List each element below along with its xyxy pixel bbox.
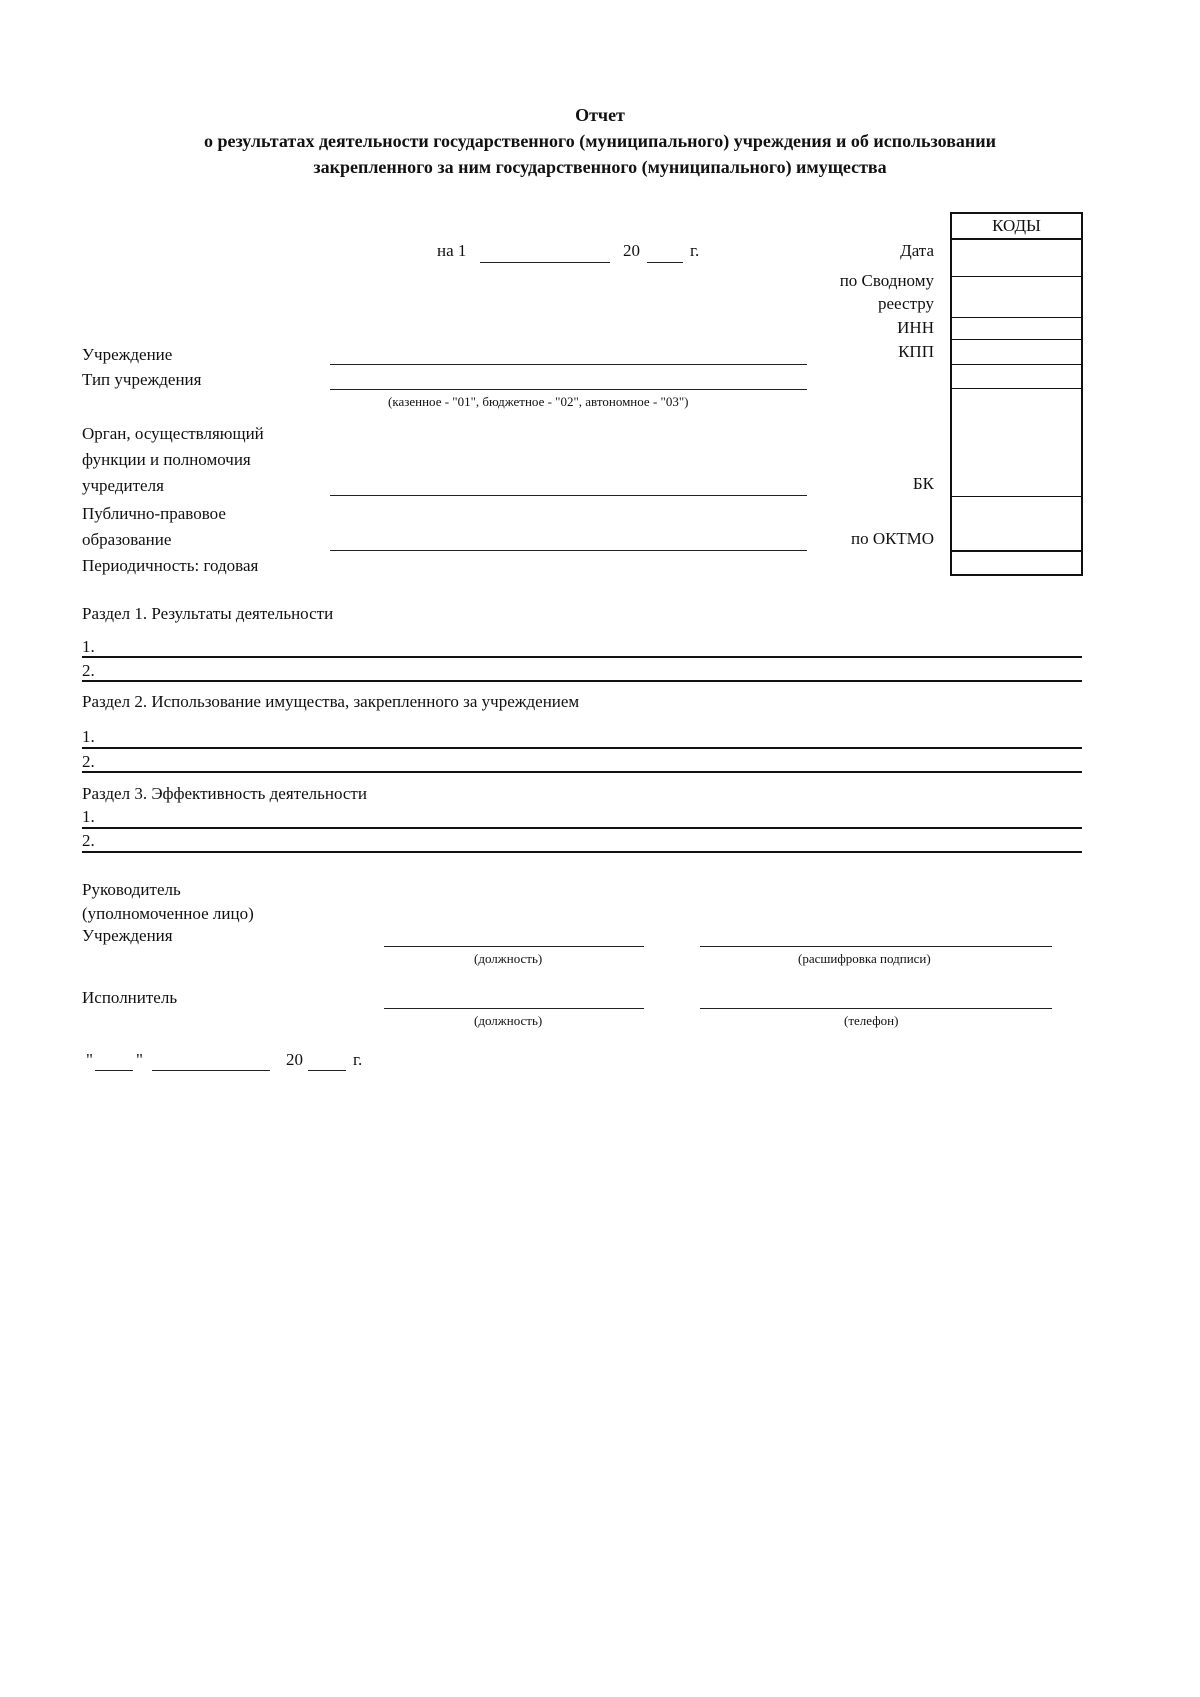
label-founder-3: учредителя (82, 476, 164, 495)
section-3-line-1[interactable] (82, 827, 1082, 829)
label-founder-2: функции и полномочия (82, 450, 251, 469)
code-cell-kpp[interactable] (952, 339, 1081, 361)
public-entity-field[interactable] (330, 550, 807, 551)
code-label-registry-2: реестру (878, 294, 934, 313)
date-prefix: на 1 (437, 241, 467, 260)
date-day-month-field[interactable] (480, 262, 610, 263)
label-institution: Учреждение (82, 345, 173, 364)
executor-phone-hint: (телефон) (844, 1013, 899, 1028)
executor-position-field[interactable] (384, 1008, 644, 1009)
date-year-field[interactable] (647, 262, 683, 263)
label-founder-1: Орган, осуществляющий (82, 424, 264, 443)
section-2-title: Раздел 2. Использование имущества, закрепленного за учреждением (82, 692, 580, 711)
institution-field[interactable] (330, 364, 807, 365)
label-head-2: (уполномоченное лицо) (82, 904, 254, 923)
code-label-kpp: КПП (898, 342, 934, 361)
section-2-item-1: 1. (82, 727, 95, 746)
bottom-date-quote-close: " (136, 1050, 143, 1069)
section-3-title: Раздел 3. Эффективность деятельности (82, 784, 367, 803)
section-2-item-2: 2. (82, 752, 95, 771)
bottom-date-year-field[interactable] (308, 1070, 346, 1071)
label-periodicity: Периодичность: годовая (82, 556, 259, 575)
executor-position-hint: (должность) (474, 1013, 543, 1028)
label-head-3: Учреждения (82, 926, 173, 945)
label-executor: Исполнитель (82, 988, 178, 1007)
head-position-field[interactable] (384, 946, 644, 947)
bottom-date-quote-open: " (86, 1050, 93, 1069)
section-1-line-1[interactable] (82, 656, 1082, 658)
code-label-oktmo: по ОКТМО (850, 529, 934, 548)
section-2-line-2[interactable] (82, 771, 1082, 773)
code-cell-date[interactable] (952, 238, 1081, 276)
section-1-line-2[interactable] (82, 680, 1082, 682)
code-label-registry-1: по Сводному (839, 271, 934, 290)
date-suffix: г. (690, 241, 700, 260)
head-signature-hint: (расшифровка подписи) (798, 951, 931, 966)
label-public-1: Публично-правовое (82, 504, 226, 523)
section-1-item-2: 2. (82, 661, 95, 680)
section-2-line-1[interactable] (82, 747, 1082, 749)
document-subtitle-line2: закрепленного за ним государственного (муниципального) имущества (313, 157, 887, 177)
document-subtitle-line1: о результатах деятельности государственного (муниципального) учреждения и об использовании (203, 131, 997, 151)
section-3-item-1: 1. (82, 807, 95, 826)
bottom-date-year-prefix: 20 (286, 1050, 303, 1069)
code-label-inn: ИНН (897, 318, 934, 337)
code-cell-type[interactable] (952, 364, 1081, 388)
head-position-hint: (должность) (474, 951, 543, 966)
label-public-2: образование (82, 530, 172, 549)
codes-table (950, 212, 1083, 576)
bottom-date-month-field[interactable] (152, 1070, 270, 1071)
head-signature-field[interactable] (700, 946, 1052, 947)
founder-field[interactable] (330, 495, 807, 496)
bottom-date-suffix: г. (353, 1050, 363, 1069)
code-label-bk: БК (912, 474, 934, 493)
codes-header: КОДЫ (992, 216, 1041, 235)
section-3-line-2[interactable] (82, 851, 1082, 853)
institution-type-hint: (казенное - "01", бюджетное - "02", автономное - "03") (388, 394, 689, 409)
code-cell-periodicity[interactable] (952, 550, 1081, 576)
label-institution-type: Тип учреждения (82, 370, 202, 389)
bottom-date-day-field[interactable] (95, 1070, 133, 1071)
section-1-title: Раздел 1. Результаты деятельности (82, 604, 334, 623)
date-year-prefix: 20 (623, 241, 640, 260)
executor-phone-field[interactable] (700, 1008, 1052, 1009)
code-cell-bk[interactable] (952, 388, 1081, 488)
section-3-item-2: 2. (82, 831, 95, 850)
code-label-date: Дата (900, 241, 934, 260)
code-cell-oktmo[interactable] (952, 496, 1081, 548)
label-head-1: Руководитель (82, 880, 181, 899)
code-cell-inn[interactable] (952, 317, 1081, 339)
section-1-item-1: 1. (82, 637, 95, 656)
document-title: Отчет (575, 105, 625, 125)
institution-type-field[interactable] (330, 389, 807, 390)
